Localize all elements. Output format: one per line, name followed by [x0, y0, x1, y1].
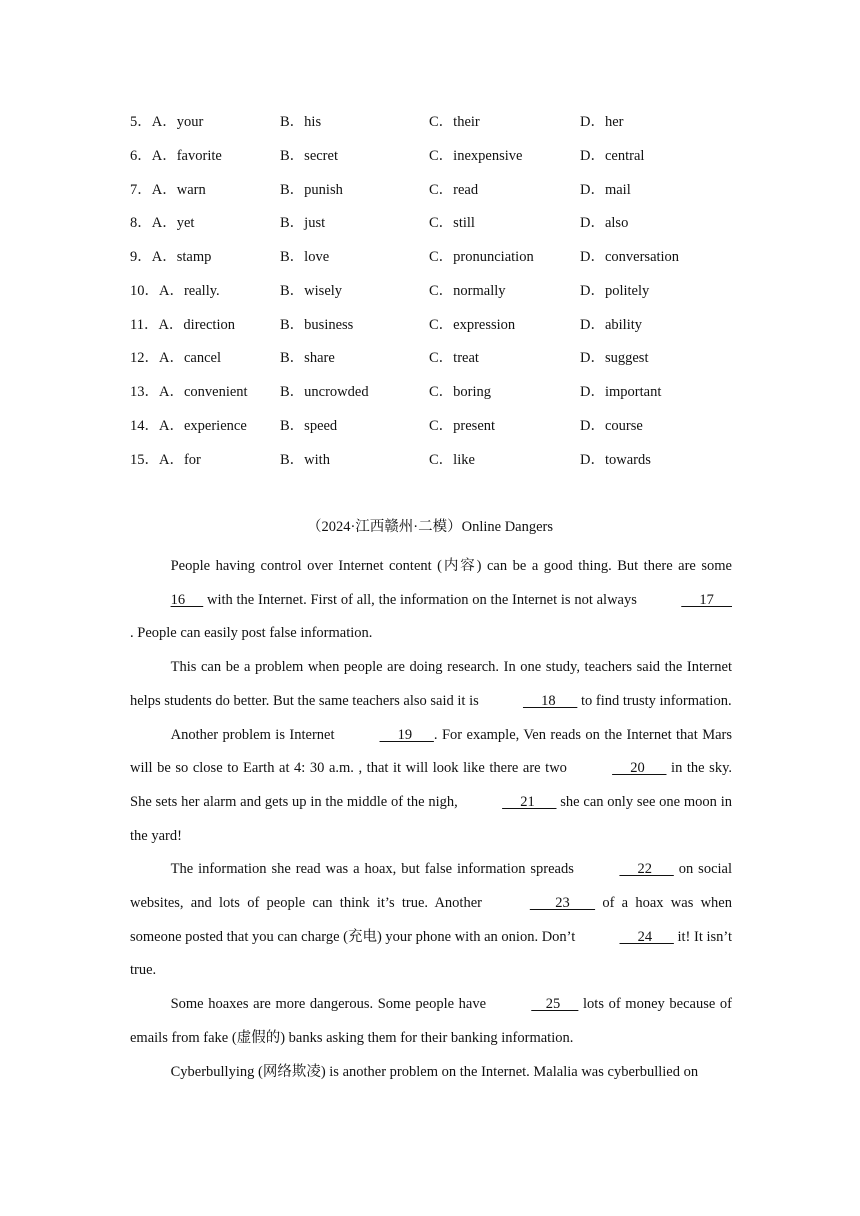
- passage-body: [130, 550, 732, 1089]
- option-d: D．ability: [580, 317, 643, 333]
- option-a: 13．A．convenient: [130, 384, 248, 400]
- option-b: B．just: [280, 215, 326, 231]
- text: This can be a problem when people are doing research. In one study, teachers said the Internet helps students do better. But the same teachers also said it is: [130, 659, 732, 709]
- option-d: D．towards: [580, 452, 651, 468]
- blank-16: 16: [170, 591, 204, 608]
- text: Some hoaxes are more dangerous. Some people have: [170, 996, 491, 1013]
- paragraph-1: [130, 550, 732, 651]
- paragraph-6: [130, 1056, 732, 1090]
- option-a: 9．A．stamp: [130, 249, 212, 265]
- option-a: 10．A．really.: [130, 283, 220, 299]
- blank-25: 25: [531, 996, 579, 1013]
- blank-20: 20: [612, 760, 667, 777]
- option-c: C．like: [429, 452, 475, 468]
- blank-23: 23: [529, 895, 596, 912]
- option-c: C．boring: [429, 384, 492, 400]
- option-a: 5．A．your: [130, 114, 204, 130]
- text: to find trusty information.: [577, 692, 732, 709]
- option-a: 6．A．favorite: [130, 148, 222, 164]
- option-c: C．still: [429, 215, 475, 231]
- option-b: B．secret: [280, 148, 338, 164]
- option-d: D．important: [580, 384, 662, 400]
- option-b: B．his: [280, 114, 322, 130]
- option-c: C．inexpensive: [429, 148, 523, 164]
- option-c: C．pronunciation: [429, 249, 534, 265]
- text: Cyberbullying (网络欺凌) is another problem on the Internet. Malalia was cyberbullied on: [170, 1063, 699, 1080]
- option-b: B．love: [280, 249, 330, 265]
- option-b: B．wisely: [280, 283, 343, 299]
- option-d: D．politely: [580, 283, 650, 299]
- blank-19: 19: [379, 726, 434, 743]
- option-c: C．read: [429, 182, 479, 198]
- text: . For example, Ven reads on the Internet that Mars will be so close to Earth at 4: 30 a.m. , that it will look like there are two: [130, 726, 733, 777]
- text: . People can easily post false information.: [130, 625, 373, 642]
- option-b: B．uncrowded: [280, 384, 369, 400]
- option-a: 11．A．direction: [130, 317, 235, 333]
- text: in the sky. She sets her alarm and gets up in the middle of the nigh,: [130, 760, 733, 810]
- passage-title: （2024·江西赣州·二模）Online Dangers: [306, 519, 554, 535]
- option-a: 12．A．cancel: [130, 350, 221, 366]
- option-b: B．with: [280, 452, 330, 468]
- option-d: D．suggest: [580, 350, 649, 366]
- text: People having control over Internet content (内容) can be a good thing. But there are some: [170, 558, 732, 574]
- text: she can only see one moon in the yard!: [130, 793, 732, 844]
- text: The information she read was a hoax, but false information spreads: [170, 861, 579, 878]
- option-b: B．share: [280, 350, 335, 366]
- paragraph-3: [130, 719, 732, 854]
- blank-17: 17: [681, 591, 732, 608]
- blank-24: 24: [619, 928, 674, 945]
- text: it! It isn’t true.: [130, 928, 732, 979]
- option-b: B．speed: [280, 418, 338, 434]
- option-b: B．punish: [280, 182, 343, 198]
- option-c: C．expression: [429, 317, 516, 333]
- text: with the Internet. First of all, the information on the Internet is not always: [203, 591, 641, 608]
- option-d: D．also: [580, 215, 629, 231]
- option-d: D．conversation: [580, 249, 680, 265]
- text: on social websites, and lots of people can think it’s true. Another: [130, 861, 732, 912]
- text: Another problem is Internet: [170, 726, 339, 743]
- blank-22: 22: [619, 861, 674, 878]
- option-a: 8．A．yet: [130, 215, 195, 231]
- blank-18: 18: [522, 692, 578, 709]
- option-b: B．business: [280, 317, 354, 333]
- option-c: C．treat: [429, 350, 479, 366]
- blank-21: 21: [502, 793, 557, 810]
- option-c: C．their: [429, 114, 480, 130]
- option-d: D．central: [580, 148, 645, 164]
- paragraph-4: [130, 853, 732, 988]
- option-a: 14．A．experience: [130, 418, 247, 434]
- text: lots of money because of emails from fake (虚假的) banks asking them for their banking information.: [130, 996, 732, 1046]
- text: of a hoax was when someone posted that you can charge (充电) your phone with an onion. Don’t: [130, 895, 732, 945]
- option-c: C．present: [429, 418, 496, 434]
- paragraph-2: [130, 651, 732, 718]
- option-d: D．mail: [580, 182, 631, 198]
- option-a: 7．A．warn: [130, 182, 206, 198]
- option-a: 15．A．for: [130, 452, 201, 468]
- option-c: C．normally: [429, 283, 506, 299]
- option-d: D．course: [580, 418, 643, 434]
- paragraph-5: [130, 988, 732, 1055]
- option-d: D．her: [580, 114, 624, 130]
